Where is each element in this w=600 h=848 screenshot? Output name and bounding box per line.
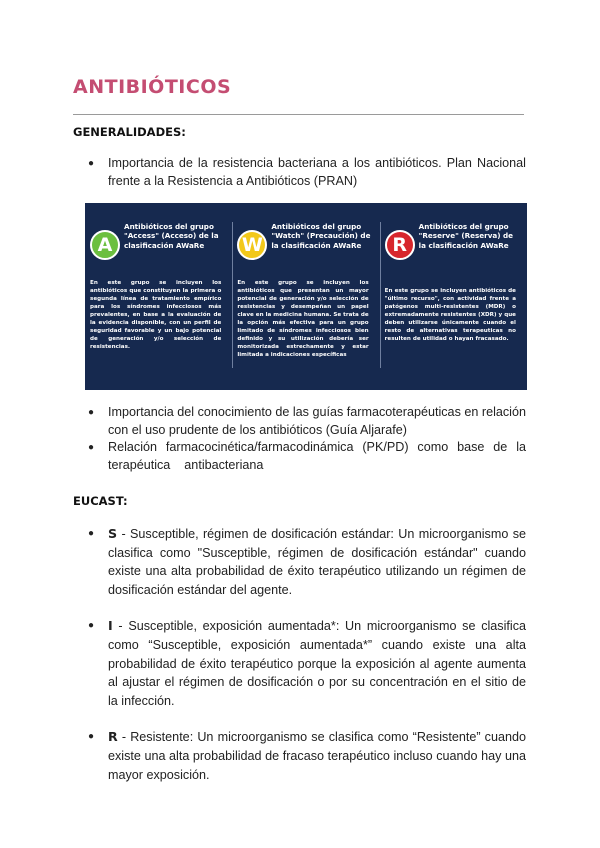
bullet-icon: ●: [88, 731, 95, 743]
list-item: [88, 617, 526, 710]
bullet-icon: ●: [88, 442, 95, 454]
aware-group-access: [85, 216, 232, 390]
category-definition: - Resistente: Un microorganismo se clasifica como “Resistente” cuando existe una alta probabilidad de fracaso terapéutico incluso cuando hay una mayor exposición.: [108, 730, 526, 782]
list-item: [88, 525, 526, 599]
list-item: [88, 439, 530, 474]
generalidades-list-top: [88, 155, 526, 190]
aware-group-watch: [232, 216, 379, 390]
bullet-icon: ●: [88, 407, 95, 418]
list-item: [88, 155, 526, 190]
aware-classification-banner: [85, 203, 527, 390]
list-item-text: Importancia del conocimiento de las guías farmacoterapéuticas en relación con el uso prudente de los antibióticos (Guía Aljarafe): [108, 405, 526, 437]
aware-group-title: Antibióticos del grupo "Watch" (Precaución) de la clasificación AWaRe: [271, 222, 371, 250]
aware-group-description: En este grupo se incluyen los antibióticos que constituyen la primera o segunda línea de tratamiento empírico para los síndromes infecciosos más prevalentes, en base a la evaluación de la evidencia disponible, con un perfil de seguridad favorable y un bajo potencial de generación y/o selección de resistencias.: [90, 280, 222, 350]
aware-group-title: Antibióticos del grupo "Reserve" (Reserva) de la clasificación AWaRe: [418, 222, 514, 250]
watch-letter-icon: W: [237, 230, 267, 260]
category-definition: - Susceptible, exposición aumentada*: Un microorganismo se clasifica como “Susceptible, exposición aumentada*” cuando existe una alta probabilidad de éxito terapéutico porque la exposición al agente aumenta al ajustar el régimen de dosificación o por su concentración en el sitio de la infección.: [108, 619, 526, 708]
aware-group-reserve: [380, 216, 527, 390]
list-item: [88, 728, 526, 784]
aware-group-description: En este grupo se incluyen antibióticos de "último recurso", con actividad frente a patógenos multi-resistentes (MDR) o extremadamente resistentes (XDR) y que deben utilizarse únicamente cuando el resto de alternativas terapeuticas no resulten de utilidad o hayan fracasado.: [384, 288, 516, 342]
bullet-icon: ●: [88, 620, 95, 632]
bullet-icon: ●: [88, 158, 95, 169]
generalidades-list-bottom: [88, 404, 530, 474]
title-divider: [73, 114, 524, 115]
category-definition: - Susceptible, régimen de dosificación estándar: Un microorganismo se clasifica como "Susceptible, régimen de dosificación estándar" cuando existe una alta probabilidad de éxito terapéutico utilizando un régimen de dosificación estándar del agente.: [108, 527, 526, 597]
bullet-icon: ●: [88, 528, 95, 539]
page-title: ANTIBIÓTICOS: [73, 76, 232, 98]
access-letter-icon: A: [90, 230, 120, 260]
aware-group-description: En este grupo se incluyen los antibióticos que presentan un mayor potencial de generación y/o selección de resistencias y desempeñan un papel clave en la medicina humana. Se trata de la opción más efectiva para un grupo limitado de síndromes infecciosos bien definido y su utilización debería ser monitorizada estrechamente y estar limitada a indicaciones específicas: [237, 280, 369, 358]
category-code: I: [108, 618, 113, 634]
reserve-letter-icon: R: [385, 230, 415, 260]
category-code: R: [108, 729, 118, 745]
list-item-text: Importancia de la resistencia bacteriana a los antibióticos. Plan Nacional frente a la Resistencia a Antibióticos (PRAN): [108, 156, 526, 188]
eucast-list: [88, 525, 526, 784]
eucast-heading: EUCAST:: [73, 494, 128, 508]
generalidades-heading: GENERALIDADES:: [73, 125, 186, 139]
list-item: [88, 404, 526, 439]
category-code: S: [108, 526, 118, 541]
aware-group-title: Antibióticos del grupo "Access" (Acceso) de la clasificación AWaRe: [124, 222, 219, 250]
list-item-text: Relación farmacocinética/farmacodinámica (PK/PD) como base de la terapéutica antibacteriana: [108, 440, 530, 472]
